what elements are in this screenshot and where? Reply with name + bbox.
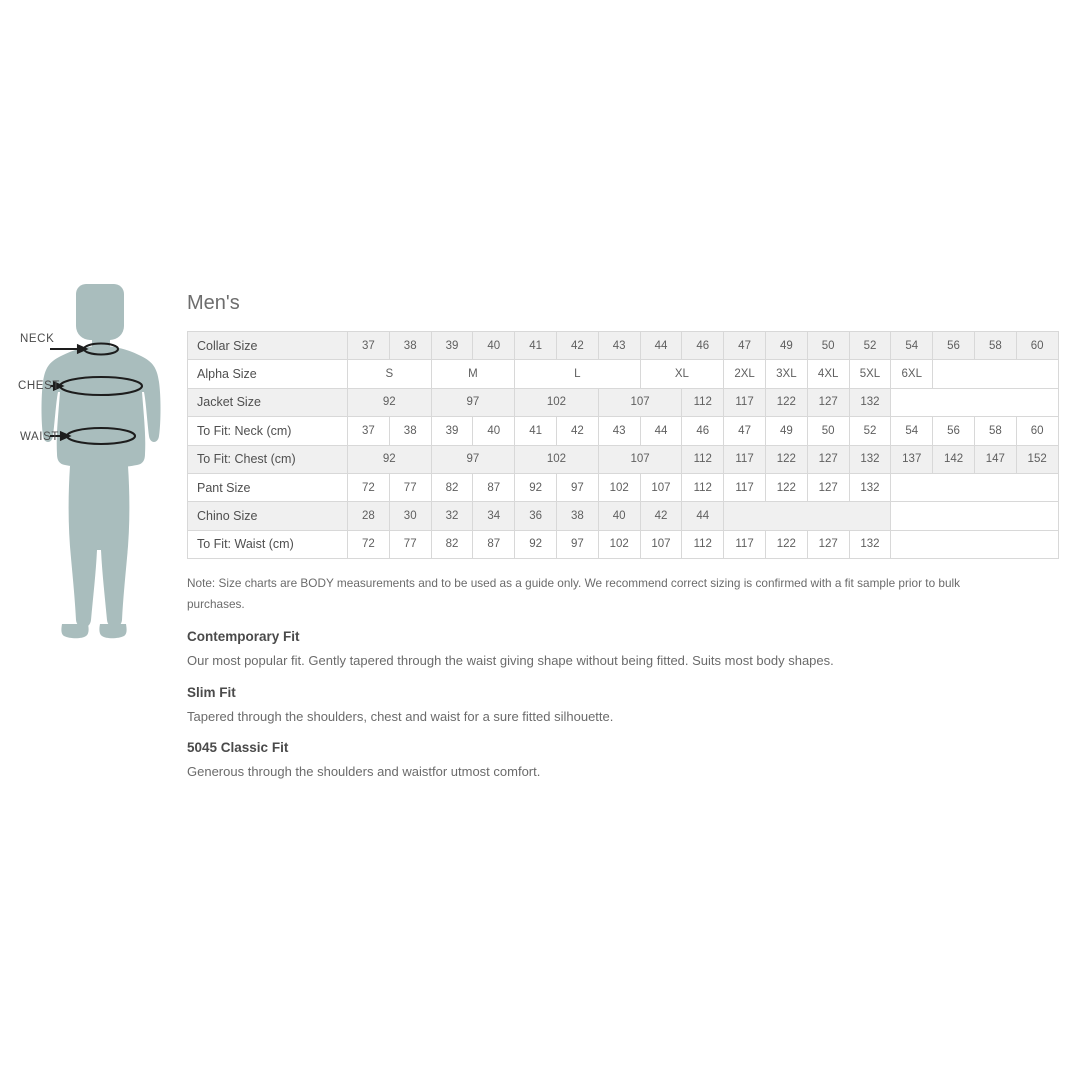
table-cell: 28 [348,502,390,530]
table-cell: 47 [724,417,766,445]
fit-block-1 [187,685,1067,727]
table-cell: 37 [348,332,390,360]
table-cell: 47 [724,332,766,360]
table-cell: 6XL [891,360,933,388]
table-cell: 43 [598,332,640,360]
table-cell: 72 [348,530,390,558]
table-row [188,502,1059,530]
table-cell: 132 [849,473,891,501]
table-cell: 46 [682,417,724,445]
table-cell: 92 [348,388,432,416]
table-cell [724,502,891,530]
table-cell: 107 [640,530,682,558]
table-cell: 3XL [765,360,807,388]
table-cell: 97 [556,473,598,501]
table-row-header: To Fit: Neck (cm) [188,417,348,445]
table-cell: 42 [640,502,682,530]
table-cell [891,502,1058,530]
table-cell: 127 [807,530,849,558]
table-cell: 38 [389,417,431,445]
table-cell: 147 [974,445,1016,473]
table-cell: 56 [933,332,975,360]
table-cell: 52 [849,332,891,360]
size-chart-table [187,331,1059,559]
table-cell: 117 [724,445,766,473]
table-cell: 43 [598,417,640,445]
table-cell: 42 [556,332,598,360]
table-cell: 92 [515,530,557,558]
table-cell: 132 [849,530,891,558]
table-cell: 58 [974,417,1016,445]
fit-title-contemporary: Contemporary Fit [187,629,300,645]
table-cell: 32 [431,502,473,530]
table-cell: 122 [765,445,807,473]
table-row-header: Alpha Size [188,360,348,388]
table-cell: 112 [682,388,724,416]
fit-title-classic: 5045 Classic Fit [187,740,289,756]
table-cell: 102 [598,530,640,558]
table-row-header: Collar Size [188,332,348,360]
table-cell: 82 [431,473,473,501]
table-cell: 82 [431,530,473,558]
table-cell: 122 [765,530,807,558]
table-cell: 41 [515,332,557,360]
table-cell: 87 [473,473,515,501]
fit-block-0 [187,629,1067,671]
table-cell: 127 [807,388,849,416]
table-cell: 97 [431,445,515,473]
table-row [188,332,1059,360]
table-cell: 54 [891,332,933,360]
table-cell: 117 [724,388,766,416]
table-cell: 102 [515,445,599,473]
table-cell: 50 [807,417,849,445]
fit-block-2 [187,740,1067,782]
table-cell: 102 [515,388,599,416]
table-cell: 107 [598,388,682,416]
figure-label-waist: WAIST [20,431,59,443]
table-cell: 117 [724,473,766,501]
table-cell: 42 [556,417,598,445]
table-cell: 127 [807,473,849,501]
table-cell: 39 [431,417,473,445]
table-cell: 97 [556,530,598,558]
table-cell: 77 [389,473,431,501]
table-cell: 54 [891,417,933,445]
fit-desc-contemporary: Our most popular fit. Gently tapered through the waist giving shape without being fitted. Suits most body shapes. [187,653,834,669]
table-cell [891,473,1058,501]
table-cell: 117 [724,530,766,558]
table-cell: 132 [849,388,891,416]
table-row [188,445,1059,473]
table-cell: 41 [515,417,557,445]
table-cell: 137 [891,445,933,473]
table-cell: 132 [849,445,891,473]
table-row [188,473,1059,501]
table-cell: 44 [640,417,682,445]
table-row-header: Jacket Size [188,388,348,416]
table-cell: 127 [807,445,849,473]
table-cell: 5XL [849,360,891,388]
table-cell: L [515,360,640,388]
size-chart-note: Note: Size charts are BODY measurements and to be used as a guide only. We recommend correct sizing is confirmed with a fit sample prior to bulk purchases. [187,576,961,612]
table-cell: 77 [389,530,431,558]
table-cell: 50 [807,332,849,360]
table-cell: 112 [682,473,724,501]
table-cell: 38 [389,332,431,360]
table-cell: 49 [765,417,807,445]
table-cell: 142 [933,445,975,473]
figure-label-neck: NECK [20,333,55,345]
table-cell: 58 [974,332,1016,360]
table-cell: 60 [1016,332,1058,360]
table-cell: 112 [682,530,724,558]
table-cell: 49 [765,332,807,360]
table-cell: 56 [933,417,975,445]
table-cell: 60 [1016,417,1058,445]
table-cell: 44 [682,502,724,530]
table-cell: 30 [389,502,431,530]
table-cell: 34 [473,502,515,530]
body-measurement-figure [0,280,186,660]
table-cell: 44 [640,332,682,360]
table-row [188,388,1059,416]
table-cell: 37 [348,417,390,445]
table-cell [891,388,1058,416]
table-cell [891,530,1058,558]
table-row-header: To Fit: Waist (cm) [188,530,348,558]
table-cell: 46 [682,332,724,360]
table-row-header: Pant Size [188,473,348,501]
table-cell: 87 [473,530,515,558]
table-cell: 72 [348,473,390,501]
table-cell: 52 [849,417,891,445]
table-row-header: To Fit: Chest (cm) [188,445,348,473]
table-cell: 102 [598,473,640,501]
size-chart-content [187,292,1067,782]
table-row [188,417,1059,445]
table-cell: 2XL [724,360,766,388]
table-cell: 112 [682,445,724,473]
table-cell: 92 [515,473,557,501]
table-cell: 122 [765,388,807,416]
table-cell: 97 [431,388,515,416]
fit-desc-classic: Generous through the shoulders and waistfor utmost comfort. [187,764,541,780]
table-cell: 107 [640,473,682,501]
table-cell: 4XL [807,360,849,388]
table-row-header: Chino Size [188,502,348,530]
page-title: Men's [187,292,240,314]
fit-title-slim: Slim Fit [187,684,236,700]
table-cell: 152 [1016,445,1058,473]
table-cell: 92 [348,445,432,473]
table-cell: XL [640,360,724,388]
table-cell: 39 [431,332,473,360]
table-cell: 36 [515,502,557,530]
table-cell: 122 [765,473,807,501]
table-cell: M [431,360,515,388]
table-cell [933,360,1058,388]
table-cell: 38 [556,502,598,530]
table-cell: 107 [598,445,682,473]
table-cell: 40 [598,502,640,530]
fit-desc-slim: Tapered through the shoulders, chest and waist for a sure fitted silhouette. [187,708,614,724]
figure-label-chest: CHEST [18,380,60,392]
table-cell: S [348,360,432,388]
table-row [188,360,1059,388]
table-cell: 40 [473,332,515,360]
table-cell: 40 [473,417,515,445]
table-row [188,530,1059,558]
